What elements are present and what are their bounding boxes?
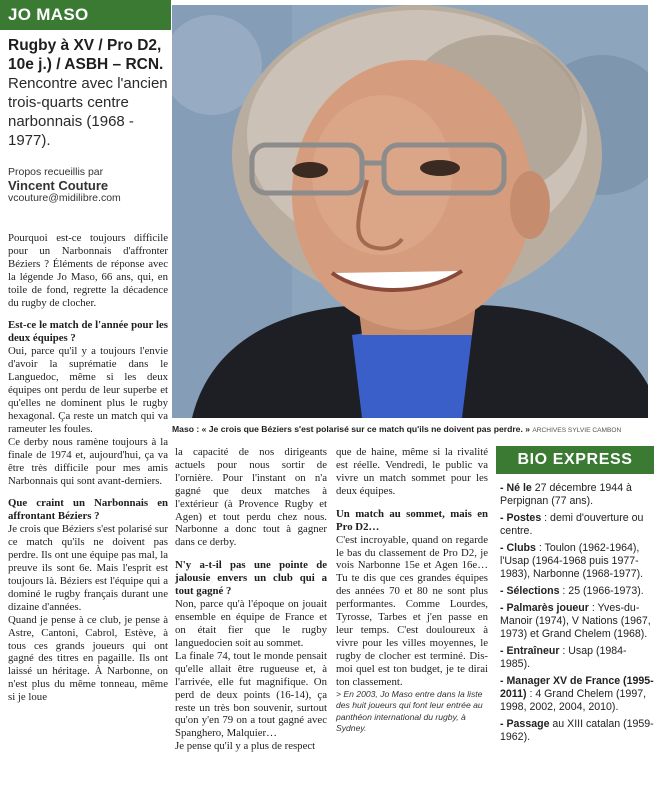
article-intro: Pourquoi est-ce toujours difficile pour un Narbonnais d'affronter Béziers ? Éléments de réponse avec la légende Jo Maso, 66 ans, qui, en toile de fond, regrette la décadence du rugby de clocher.	[8, 232, 168, 309]
bio-item: - Postes : demi d'ouverture ou centre.	[500, 512, 644, 537]
question-3: N'y a-t-il pas une pointe de jalousie envers un club qui a tout gagné ?	[175, 559, 327, 598]
answer-3: Non, parce qu'à l'époque on jouait ensemble en équipe de France et on était fier que le rugby languedocien soit au sommet.	[175, 598, 327, 649]
answer-4: C'est incroyable, quand on regarde le bas du classement de Pro D2, je vois Narbonne 15e et Agen 16e… Tu te dis que ces grandes équipes des années 70 et 80 ne sont plus performantes. Comme Lourdes, Tyrosse, Tarbes et j'en passe en leur temps. C'est douloureux à vivre pour les villes moyennes, le rugby de clocher est terminé. Dis-moi quel est ton budget, je te dirai ton classement.	[336, 533, 488, 688]
section-kicker: JO MASO	[0, 0, 171, 30]
byline	[8, 166, 168, 205]
question-4: Un match au sommet, mais en Pro D2…	[336, 507, 488, 533]
byline-label: Propos recueillis par	[8, 166, 104, 178]
answer-1: Oui, parce qu'il y a toujours l'envie d'avoir la suprématie dans le Languedoc, même si les deux équipes ont perdu de leur superbe et qu'elles ne dominent plus le rugby hexagonal. Ça reste un match qui va rameuter les foules.	[8, 345, 168, 435]
bio-item: - Clubs : Toulon (1962-1964), l'Usap (1964-1968 puis 1977-1983), Narbonne (1968-1977).	[500, 542, 644, 580]
portrait-illustration	[172, 5, 648, 418]
photo-caption	[172, 421, 658, 437]
question-2: Que craint un Narbonnais en affrontant Béziers ?	[8, 497, 168, 523]
portrait-photo	[172, 5, 648, 418]
headline	[8, 36, 168, 150]
byline-author: Vincent Couture	[8, 178, 109, 193]
bio-item: - Manager XV de France (1995-2011) : 4 Grand Chelem (1997, 1998, 2002, 2004, 2010).	[500, 675, 654, 713]
article-column-1	[8, 232, 168, 704]
answer-1b: Ce derby nous ramène toujours à la finale de 1974 et, aujourd'hui, ça va être très difficile pour mes amis Narbonnais qui sont avant-derniers.	[8, 435, 168, 487]
article-column-2	[175, 446, 327, 753]
byline-email[interactable]: vcouture@midilibre.com	[8, 192, 121, 204]
bio-item: - Entraîneur : Usap (1984-1985).	[500, 645, 627, 670]
bio-title: BIO EXPRESS	[496, 446, 654, 474]
answer-2-continued: la capacité de nos dirigeants actuels pour nous sortir de l'ornière. Pour l'instant on n'a gagné que deux matches à l'extérieur (à Provence Rugby et Agen) et tout perdu chez nous. Narbonne a donc tout à gagner dans ce derby.	[175, 446, 327, 549]
headline-subtitle: Rencontre avec l'ancien trois-quarts centre narbonnais (1968 - 1977).	[8, 75, 168, 149]
answer-3c: Je pense qu'il y a plus de respect	[175, 740, 316, 753]
bio-list	[496, 482, 654, 744]
answer-3b: La finale 74, tout le monde pensait qu'elle allait être rugueuse et, à l'arrivée, elle fut magnifique. On perd de deux points (16-14), ça reste un très bon souvenir, surtout qu'on y'en 79 on a tout gagné avec Spanghero, Malquier…	[175, 649, 327, 740]
question-1: Est-ce le match de l'année pour les deux équipes ?	[8, 319, 168, 345]
answer-2b: Quand je pense à ce club, je pense à Astre, Cantoni, Cabrol, Estève, à tous ces grands joueurs qui ont gagné des titres en pagaille. Ils ont laissé un héritage. À Narbonne, on n'est plus du même tonneau, même si je loue	[8, 613, 168, 704]
bio-item: - Passage au XIII catalan (1959-1962).	[500, 718, 654, 743]
bio-item: - Né le 27 décembre 1944 à Perpignan (77 ans).	[500, 482, 632, 507]
photo-credit: ARCHIVES SYLVIE CAMBON	[532, 427, 622, 434]
bio-item: - Palmarès joueur : Yves-du-Manoir (1974), V Nations (1967, 1973) et Grand Chelem (1968).	[500, 602, 651, 640]
bio-express-box	[496, 446, 654, 792]
bio-item: - Sélections : 25 (1966-1973).	[500, 585, 644, 597]
article-note: > En 2003, Jo Maso entre dans la liste des huit joueurs qui font leur entrée au panthéon international du rugby, à Sydney.	[336, 688, 483, 733]
headline-title: Rugby à XV / Pro D2, 10e j.) / ASBH – RCN.	[8, 37, 164, 73]
article-column-3	[336, 446, 488, 735]
answer-3-continued: que de haine, même si la rivalité est réelle. Vendredi, le public va vivre un match sommet pour les deux équipes.	[336, 446, 488, 497]
answer-2: Je crois que Béziers s'est polarisé sur ce match qu'ils ne doivent pas perdre. Ils ont une équipe pas mal, la preuve ils sont 6e. Mais l'esprit est toujours là. Béziers est l'équipe qui a dominé le rugby français durant une dizaine d'années.	[8, 523, 168, 613]
caption-quote: Maso : « Je crois que Béziers s'est polarisé sur ce match qu'ils ne doivent pas perdre. »	[172, 424, 530, 434]
